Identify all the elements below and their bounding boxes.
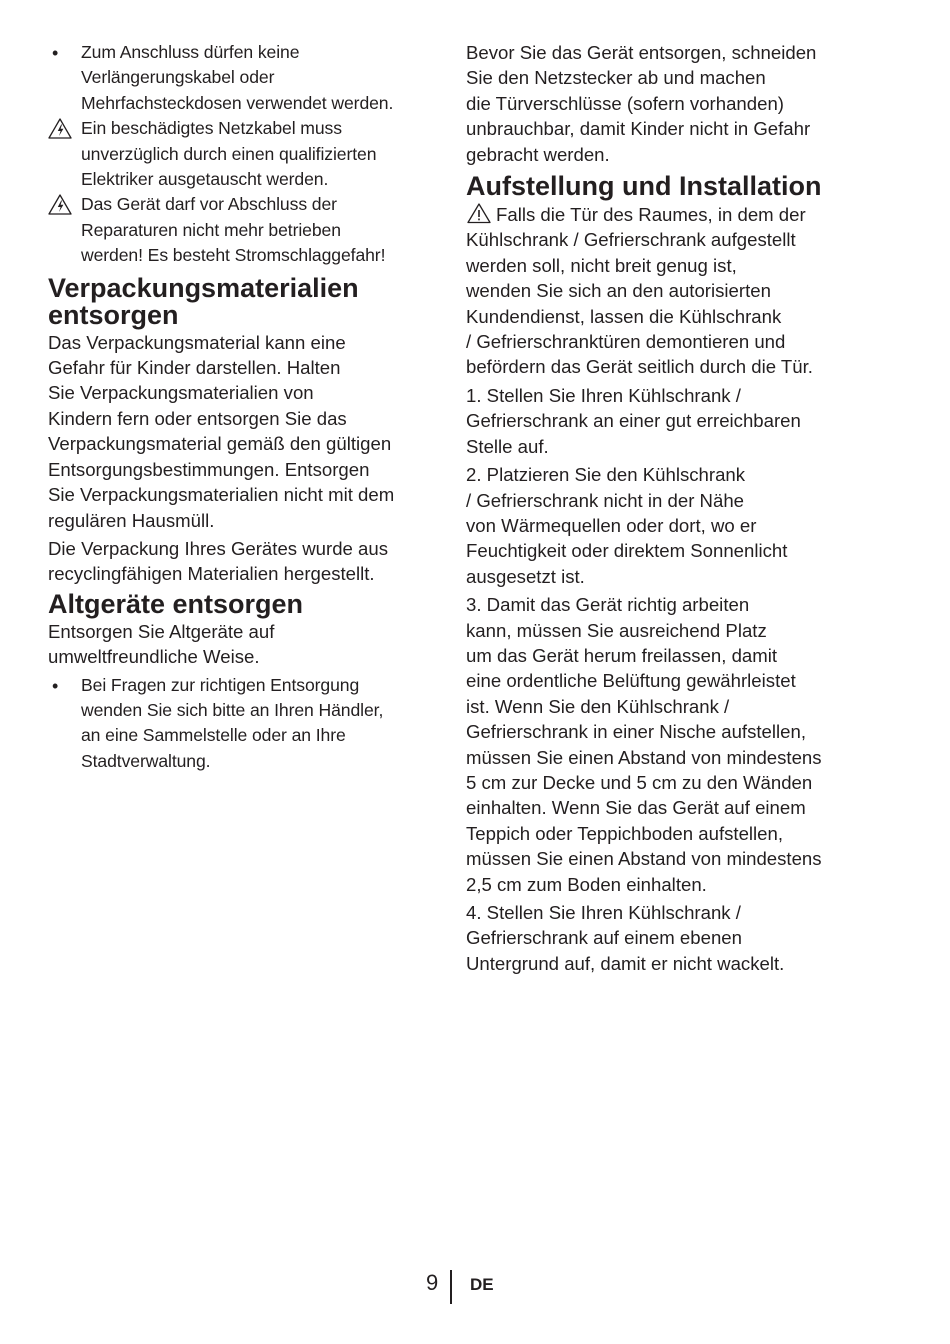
- bullet-line: an eine Sammelstelle oder an Ihre: [81, 725, 346, 746]
- text-line: Sie den Netzstecker ab und machen: [466, 67, 766, 89]
- warning-line: Das Gerät darf vor Abschluss der: [81, 194, 337, 215]
- text-line: Sie Verpackungsmaterialien nicht mit dem: [48, 484, 395, 506]
- bullet-line: Verlängerungskabel oder: [81, 67, 275, 88]
- text-line: umweltfreundliche Weise.: [48, 646, 260, 668]
- text-line: einhalten. Wenn Sie das Gerät auf einem: [466, 797, 806, 819]
- text-line: Teppich oder Teppichboden aufstellen,: [466, 822, 784, 844]
- bullet-line: Mehrfachsteckdosen verwendet werden.: [81, 92, 394, 113]
- bullet-item-disposal-questions: [48, 673, 433, 775]
- text-line: 1. Stellen Sie Ihren Kühlschrank /: [466, 384, 741, 406]
- bullet-dot: •: [52, 43, 59, 63]
- text-line: Verpackungsmaterial gemäß den gültigen: [48, 433, 392, 455]
- paragraph-eco-disposal: [48, 619, 433, 670]
- text-line: Die Verpackung Ihres Gerätes wurde aus: [48, 537, 389, 559]
- text-line: regulären Hausmüll.: [48, 509, 215, 531]
- text-line: Kindern fern oder entsorgen Sie das: [48, 407, 347, 429]
- text-line: / Gefrierschrank nicht in der Nähe: [466, 489, 744, 511]
- text-line: eine ordentliche Belüftung gewährleistet: [466, 670, 796, 692]
- bullet-line: wenden Sie sich bitte an Ihren Händler,: [81, 699, 384, 720]
- heading-old-appliance-disposal: Altgeräte entsorgen: [48, 588, 304, 619]
- text-line: 5 cm zur Decke und 5 cm zu den Wänden: [466, 771, 813, 793]
- warning-item-power-cable: [48, 116, 433, 192]
- text-line: die Türverschlüsse (sofern vorhanden): [466, 92, 784, 114]
- paragraph-packaging-danger: [48, 330, 433, 533]
- heading-packaging-disposal: [48, 272, 433, 330]
- text-line: Entsorgen Sie Altgeräte auf: [48, 620, 275, 642]
- bullet-item-extension-cables: [48, 40, 433, 116]
- warning-line: werden! Es besteht Stromschlaggefahr!: [81, 245, 386, 266]
- warning-line: Ein beschädigtes Netzkabel muss: [81, 118, 342, 139]
- page-number: 9: [426, 1270, 439, 1295]
- text-line: befördern das Gerät seitlich durch die Tür.: [466, 356, 813, 378]
- heading-line: entsorgen: [48, 299, 179, 330]
- text-line: / Gefrierschranktüren demontieren und: [466, 331, 786, 353]
- right-column: [466, 40, 866, 976]
- text-line: um das Gerät herum freilassen, damit: [466, 644, 778, 666]
- text-line: Gefahr für Kinder darstellen. Halten: [48, 357, 341, 379]
- text-line: wenden Sie sich an den autorisierten: [466, 280, 771, 302]
- text-line: Feuchtigkeit oder direktem Sonnenlicht: [466, 540, 788, 562]
- warning-triangle-icon: [466, 202, 492, 224]
- text-line: von Wärmequellen oder dort, wo er: [466, 514, 757, 536]
- text-line: Falls die Tür des Raumes, in dem der: [496, 204, 806, 226]
- paragraph-door-warning: [466, 202, 866, 380]
- footer-divider: [450, 1270, 452, 1304]
- heading-line: Verpackungsmaterialien: [48, 272, 359, 303]
- text-line: Untergrund auf, damit er nicht wackelt.: [466, 952, 785, 974]
- warning-line: Elektriker ausgetauscht werden.: [81, 169, 329, 190]
- text-line: Gefrierschrank auf einem ebenen: [466, 927, 742, 949]
- text-line: Sie Verpackungsmaterialien von: [48, 382, 314, 404]
- text-line: 2. Platzieren Sie den Kühlschrank: [466, 464, 746, 486]
- paragraph-recyclable: [48, 536, 433, 587]
- bullet-line: Bei Fragen zur richtigen Entsorgung: [81, 674, 360, 695]
- text-line: Bevor Sie das Gerät entsorgen, schneiden: [466, 42, 817, 63]
- text-line: Kühlschrank / Gefrierschrank aufgestellt: [466, 229, 796, 251]
- step-2: [466, 462, 866, 589]
- language-code: DE: [470, 1275, 494, 1294]
- text-line: Das Verpackungsmaterial kann eine: [48, 331, 346, 353]
- step-1: [466, 383, 866, 459]
- text-line: 3. Damit das Gerät richtig arbeiten: [466, 594, 750, 616]
- warning-line: unverzüglich durch einen qualifizierten: [81, 143, 377, 164]
- text-line: ist. Wenn Sie den Kühlschrank /: [466, 695, 730, 717]
- left-column: [48, 40, 433, 774]
- warning-triangle-lightning-icon: [48, 192, 74, 217]
- text-line: recyclingfähigen Materialien hergestellt.: [48, 563, 375, 585]
- step-4: [466, 900, 866, 976]
- text-line: 4. Stellen Sie Ihren Kühlschrank /: [466, 902, 741, 923]
- text-line: Gefrierschrank in einer Nische aufstellen,: [466, 721, 807, 743]
- step-3: [466, 592, 866, 897]
- text-line: gebracht werden.: [466, 143, 610, 165]
- heading-installation: Aufstellung und Installation: [466, 171, 822, 202]
- text-line: Entsorgungsbestimmungen. Entsorgen: [48, 458, 370, 480]
- text-line: kann, müssen Sie ausreichend Platz: [466, 619, 767, 641]
- warning-line: Reparaturen nicht mehr betrieben: [81, 219, 341, 240]
- paragraph-cut-plug: [466, 40, 866, 167]
- bullet-line: Stadtverwaltung.: [81, 750, 211, 771]
- text-line: Stelle auf.: [466, 435, 549, 457]
- text-line: ausgesetzt ist.: [466, 565, 585, 587]
- bullet-line: Zum Anschluss dürfen keine: [81, 42, 300, 62]
- text-line: werden soll, nicht breit genug ist,: [466, 254, 737, 276]
- warning-triangle-lightning-icon: [48, 116, 74, 141]
- text-line: 2,5 cm zum Boden einhalten.: [466, 873, 707, 895]
- text-line: unbrauchbar, damit Kinder nicht in Gefahr: [466, 118, 811, 140]
- text-line: Kundendienst, lassen die Kühlschrank: [466, 305, 782, 327]
- text-line: Gefrierschrank an einer gut erreichbaren: [466, 410, 801, 432]
- text-line: müssen Sie einen Abstand von mindestens: [466, 746, 822, 768]
- bullet-dot: •: [52, 675, 59, 696]
- text-line: müssen Sie einen Abstand von mindestens: [466, 848, 822, 870]
- warning-item-repairs: [48, 192, 433, 268]
